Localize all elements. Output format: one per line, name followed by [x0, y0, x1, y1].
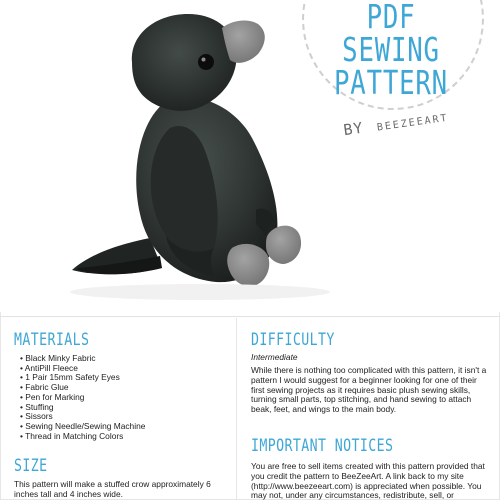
- crow-foot-right: [266, 226, 301, 264]
- section-divider-vertical: [236, 318, 237, 500]
- crow-head: [132, 14, 237, 111]
- materials-list: [20, 354, 232, 441]
- crow-eye: [198, 54, 214, 70]
- title-line-3: PATTERN: [334, 63, 448, 102]
- list-item: • Sissors: [20, 412, 232, 422]
- title-line-1: PDF: [366, 0, 416, 36]
- notices-heading: IMPORTANT NOTICES: [251, 436, 394, 456]
- size-heading: SIZE: [14, 456, 48, 476]
- materials-heading: MATERIALS: [14, 330, 90, 350]
- crow-ground-shadow: [70, 284, 330, 300]
- page-title: [302, 0, 480, 102]
- list-item: • Pen for Marking: [20, 393, 232, 403]
- difficulty-text: While there is nothing too complicated with this pattern, it isn't a pattern I would suggest for a beginner looking for one of their first sewing projects as it requires basic plush sewing skills, turning small parts, top stitching, and hand sewing to attach beak, feet, and wings to the main body.: [251, 365, 487, 415]
- size-text: This pattern will make a stuffed crow approximately 6 inches tall and 4 inches wide.: [14, 479, 211, 499]
- crow-eye-highlight: [202, 58, 206, 62]
- list-item: • Black Minky Fabric: [20, 354, 232, 364]
- list-item: • 1 Pair 15mm Safety Eyes: [20, 373, 232, 383]
- list-item: • AntiPill Fleece: [20, 364, 232, 374]
- difficulty-level: Intermediate: [251, 352, 298, 362]
- difficulty-heading: DIFFICULTY: [251, 330, 335, 350]
- list-item: • Fabric Glue: [20, 383, 232, 393]
- list-item: • Sewing Needle/Sewing Machine: [20, 422, 232, 432]
- byline-by: BY: [342, 118, 365, 140]
- title-line-2: SEWING: [342, 30, 440, 69]
- list-item: • Stuffing: [20, 403, 232, 413]
- list-item: • Thread in Matching Colors: [20, 432, 232, 442]
- byline-brand: BEEZEEART: [376, 112, 450, 134]
- section-divider-horizontal: [0, 316, 500, 317]
- notices-text: You are free to sell items created with this pattern provided that you credit the pattern to BeeZeeArt. A link back to my site (http://www.beezeeart.com) is appreciated when possible. You may not, under any circumstances, redistribute, sell, or: [251, 461, 485, 501]
